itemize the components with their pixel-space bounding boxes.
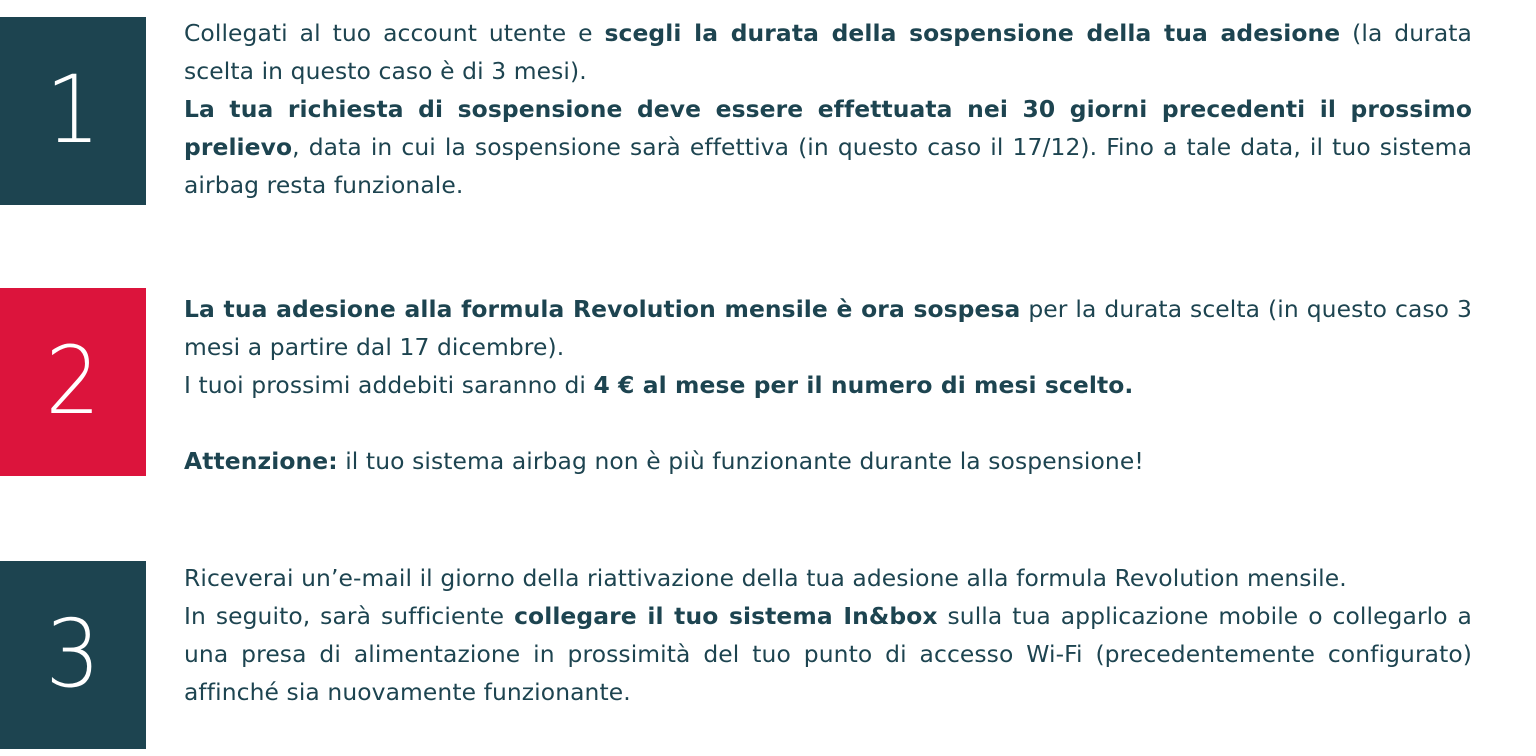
step-1-number: 1 — [45, 56, 101, 165]
step-3-text — [184, 559, 1472, 711]
step-2-badge — [0, 288, 146, 476]
step-3-paragraph-2: In seguito, sarà sufficiente collegare il tuo sistema In&box sulla tua applicazione mobile o collegarlo a una presa di alimentazione in prossimità del tuo punto di accesso Wi-Fi (precedentemente configurato) affinché sia nuovamente funzionante. — [184, 602, 1472, 706]
step-3-badge — [0, 561, 146, 749]
step-2-text — [184, 290, 1472, 480]
step-2-paragraph-2: I tuoi prossimi addebiti saranno di 4 € al mese per il numero di mesi scelto. — [184, 371, 1134, 399]
step-1-badge — [0, 17, 146, 205]
step-1-paragraph-2: La tua richiesta di sospensione deve essere effettuata nei 30 giorni precedenti il prossimo prelievo, data in cui la sospensione sarà effettiva (in questo caso il 17/12). Fino a tale data, il tuo sistema airbag resta funzionale. — [184, 95, 1472, 199]
step-2-warning: Attenzione: il tuo sistema airbag non è più funzionante durante la sospensione! — [184, 447, 1144, 475]
paragraph-gap — [184, 404, 1472, 442]
step-1-paragraph-1: Collegati al tuo account utente e scegli la durata della sospensione della tua adesione (la durata scelta in questo caso è di 3 mesi). — [184, 19, 1472, 85]
step-2-paragraph-1: La tua adesione alla formula Revolution mensile è ora sospesa per la durata scelta (in questo caso 3 mesi a partire dal 17 dicembre). — [184, 295, 1472, 361]
step-3-paragraph-1: Riceverai un’e-mail il giorno della riattivazione della tua adesione alla formula Revolution mensile. — [184, 564, 1347, 592]
step-1-text — [184, 14, 1472, 204]
step-2-number: 2 — [45, 327, 101, 436]
step-3-number: 3 — [45, 600, 101, 709]
